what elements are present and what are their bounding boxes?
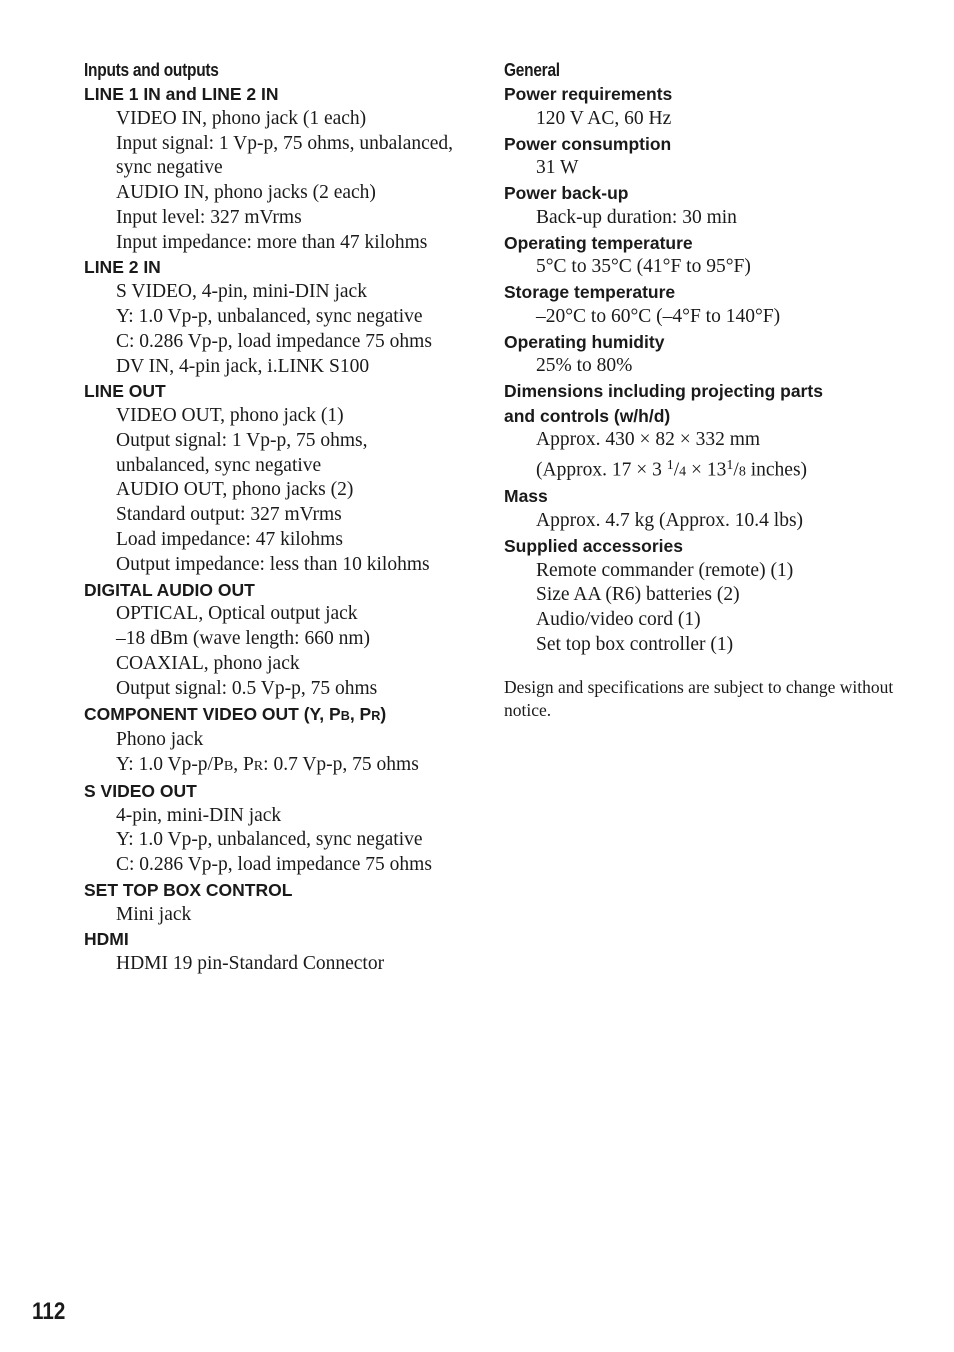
spec-line: –18 dBm (wave length: 660 nm) [116, 628, 371, 650]
spec-line: Phono jack [116, 729, 204, 751]
heading-s-video-out: S VIDEO OUT [84, 780, 197, 801]
fraction-slash: / [733, 459, 739, 481]
section-title-inputs-outputs: Inputs and outputs [84, 60, 219, 80]
spec-line: Approx. 430 × 82 × 332 mm [536, 429, 761, 451]
page-number: 112 [32, 1298, 66, 1325]
spec-line: HDMI 19 pin-Standard Connector [116, 953, 385, 975]
spec-line: Y: 1.0 Vp-p, unbalanced, sync negative [116, 305, 423, 327]
spec-text: × 13 [686, 459, 727, 481]
heading-subscript: R [371, 708, 381, 723]
spec-line: COAXIAL, phono jack [116, 652, 300, 674]
spec-text: , P [233, 754, 254, 776]
spec-line: 25% to 80% [536, 355, 633, 377]
spec-line: 120 V AC, 60 Hz [536, 107, 672, 129]
heading-text: ) [380, 703, 387, 724]
spec-line: Output impedance: less than 10 kilohms [116, 553, 430, 575]
spec-line: C: 0.286 Vp-p, load impedance 75 ohms [116, 854, 432, 876]
spec-line: AUDIO IN, phono jacks (2 each) [116, 182, 376, 204]
spec-line: –20°C to 60°C (–4°F to 140°F) [536, 305, 781, 327]
heading-storage-temperature: Storage temperature [504, 282, 676, 302]
spec-line: Output signal: 1 Vp-p, 75 ohms, [116, 429, 368, 451]
spec-line: unbalanced, sync negative [116, 454, 322, 476]
spec-line: sync negative [116, 157, 223, 179]
heading-mass: Mass [504, 486, 548, 507]
spec-line [536, 453, 924, 484]
specs-general-column [504, 58, 924, 723]
fraction-denominator: 8 [738, 463, 746, 480]
spec-subscript: B [223, 758, 234, 775]
spec-line: DV IN, 4-pin jack, i.LINK S100 [116, 355, 370, 377]
heading-text: , P [349, 703, 372, 724]
spec-line: S VIDEO, 4-pin, mini-DIN jack [116, 281, 367, 303]
heading-operating-humidity: Operating humidity [504, 331, 665, 352]
spec-line: Remote commander (remote) (1) [536, 559, 794, 581]
section-title-general: General [504, 60, 560, 80]
heading-subscript: B [340, 708, 350, 723]
heading-power-requirements: Power requirements [504, 84, 673, 104]
heading-power-backup: Power back-up [504, 183, 629, 203]
heading-dimensions: Dimensions including projecting parts [504, 381, 823, 401]
spec-line: Size AA (R6) batteries (2) [536, 584, 740, 606]
spec-text: inches) [745, 459, 808, 481]
spec-text: (Approx. 17 × 3 [536, 459, 667, 481]
heading-component-video-out [84, 702, 484, 729]
spec-line: AUDIO OUT, phono jacks (2) [116, 479, 354, 501]
spec-text: Y: 1.0 Vp-p/P [116, 754, 224, 776]
spec-line: Input signal: 1 Vp-p, 75 ohms, unbalanced, [116, 132, 454, 154]
heading-hdmi: HDMI [84, 929, 129, 950]
spec-line: Approx. 4.7 kg (Approx. 10.4 lbs) [536, 510, 804, 532]
spec-line: Standard output: 327 mVrms [116, 504, 342, 526]
spec-line: C: 0.286 Vp-p, load impedance 75 ohms [116, 330, 432, 352]
spec-line: 31 W [536, 157, 579, 179]
heading-set-top-box-control: SET TOP BOX CONTROL [84, 879, 293, 900]
spec-line: Input level: 327 mVrms [116, 206, 302, 228]
fraction-slash: / [673, 459, 680, 481]
fraction-numerator: 1 [726, 457, 734, 474]
heading-line2-in: LINE 2 IN [84, 257, 161, 278]
spec-line: Input impedance: more than 47 kilohms [116, 231, 428, 253]
heading-supplied-accessories: Supplied accessories [504, 535, 683, 556]
spec-line: 5°C to 35°C (41°F to 95°F) [536, 256, 751, 278]
fraction-denominator: 4 [679, 463, 687, 480]
spec-line: Load impedance: 47 kilohms [116, 529, 343, 551]
spec-line: OPTICAL, Optical output jack [116, 603, 358, 625]
heading-line12-in: LINE 1 IN and LINE 2 IN [84, 84, 279, 104]
spec-line: 4-pin, mini-DIN jack [116, 804, 282, 826]
spec-line: Output signal: 0.5 Vp-p, 75 ohms [116, 677, 378, 699]
specifications-note: Design and specifications are subject to change without notice. [504, 676, 894, 721]
spec-line: Y: 1.0 Vp-p, unbalanced, sync negative [116, 829, 423, 851]
spec-line [116, 753, 484, 779]
heading-dimensions-cont: and controls (w/h/d) [504, 405, 671, 426]
spec-subscript: R [253, 758, 264, 775]
heading-line-out: LINE OUT [84, 381, 166, 402]
spec-text: : 0.7 Vp-p, 75 ohms [263, 754, 419, 776]
spec-line: VIDEO IN, phono jack (1 each) [116, 107, 367, 129]
specs-inputs-outputs-column [84, 58, 484, 977]
spec-line: Set top box controller (1) [536, 633, 734, 655]
spec-line: Audio/video cord (1) [536, 609, 701, 631]
heading-text: COMPONENT VIDEO OUT (Y, P [84, 703, 341, 724]
spec-line: VIDEO OUT, phono jack (1) [116, 405, 344, 427]
spec-line: Back-up duration: 30 min [536, 206, 737, 228]
spec-line: Mini jack [116, 903, 192, 925]
heading-operating-temperature: Operating temperature [504, 232, 693, 253]
heading-power-consumption: Power consumption [504, 133, 672, 154]
heading-digital-audio-out: DIGITAL AUDIO OUT [84, 579, 255, 600]
fraction-numerator: 1 [666, 457, 674, 474]
